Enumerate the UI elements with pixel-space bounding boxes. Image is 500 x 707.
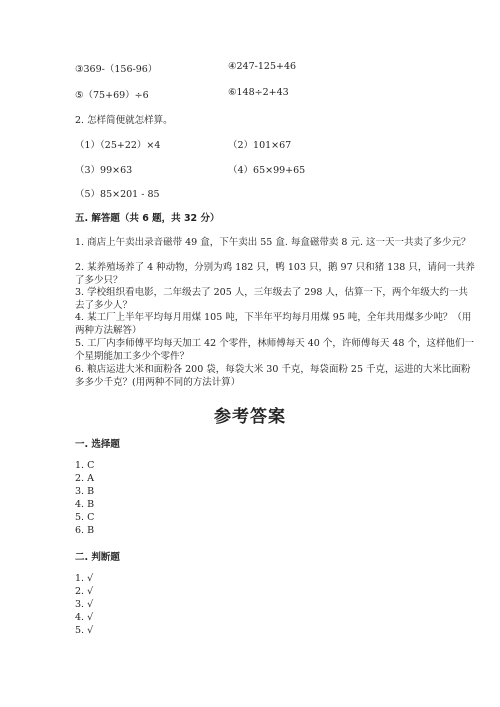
answer-choice-4: 4. B — [75, 499, 95, 510]
answers-section-1-heading: 一. 选择题 — [75, 439, 120, 450]
answer-choice-3: 3. B — [75, 486, 95, 497]
calc-item-6: ⑥148÷2+43 — [228, 87, 289, 98]
answer-judge-2: 2. √ — [75, 586, 94, 597]
calc-item-3: ③369-（156-96） — [75, 64, 158, 75]
problem-2: 2. 某养殖场养了 4 种动物，分别为鸡 182 只，鸭 103 只，鹅 97 只和猪 138 只，请问一共养了多少只？ — [75, 262, 475, 286]
simplify-heading: 2. 怎样简便就怎样算。 — [75, 115, 173, 126]
problem-3: 3. 学校组织看电影，二年级去了 205 人，三年级去了 298 人，估算一下，两个年级大约一共去了多少人？ — [75, 287, 468, 311]
answer-judge-3: 3. √ — [75, 599, 94, 610]
answer-judge-5: 5. √ — [75, 625, 94, 636]
simplify-question-1: （1）（25+22）×4 — [75, 140, 161, 151]
answer-choice-2: 2. A — [75, 473, 94, 484]
section-5-heading: 五. 解答题（共 6 题，共 32 分） — [75, 213, 220, 224]
simplify-question-3: （3）99×63 — [75, 165, 133, 176]
answer-choice-5: 5. C — [75, 512, 95, 523]
answer-judge-4: 4. √ — [75, 612, 94, 623]
problem-1: 1. 商店上午卖出录音磁带 49 盒，下午卖出 55 盒. 每盒磁带卖 8 元. 这一天一共卖了多少元？ — [75, 237, 471, 248]
problem-4: 4. 某工厂上半年平均每月用煤 105 吨，下半年平均每月用煤 95 吨，全年共用煤多少吨？（用两种方法解答） — [75, 312, 472, 336]
simplify-question-5: （5）85×201 - 85 — [75, 189, 160, 200]
calc-item-4: ④247-125+46 — [228, 61, 297, 72]
problem-6: 6. 粮店运进大米和面粉各 200 袋，每袋大米 30 千克，每袋面粉 25 千克，运进的大米比面粉多多少千克？(用两种不同的方法计算） — [75, 364, 471, 388]
answer-judge-1: 1. √ — [75, 573, 94, 584]
answers-section-2-heading: 二. 判断题 — [75, 552, 120, 563]
answer-choice-6: 6. B — [75, 525, 95, 536]
answers-title: 参考答案 — [214, 407, 286, 427]
problem-5: 5. 工厂内李师傅平均每天加工 42 个零件，林师傅每天 40 个，许师傅每天 48 个，这样他们一个星期能加工多少个零件？ — [75, 338, 474, 362]
answer-choice-1: 1. C — [75, 460, 95, 471]
simplify-question-2: （2）101×67 — [228, 140, 292, 151]
calc-item-5: ⑤（75+69）÷6 — [75, 90, 149, 101]
simplify-question-4: （4）65×99+65 — [228, 165, 306, 176]
